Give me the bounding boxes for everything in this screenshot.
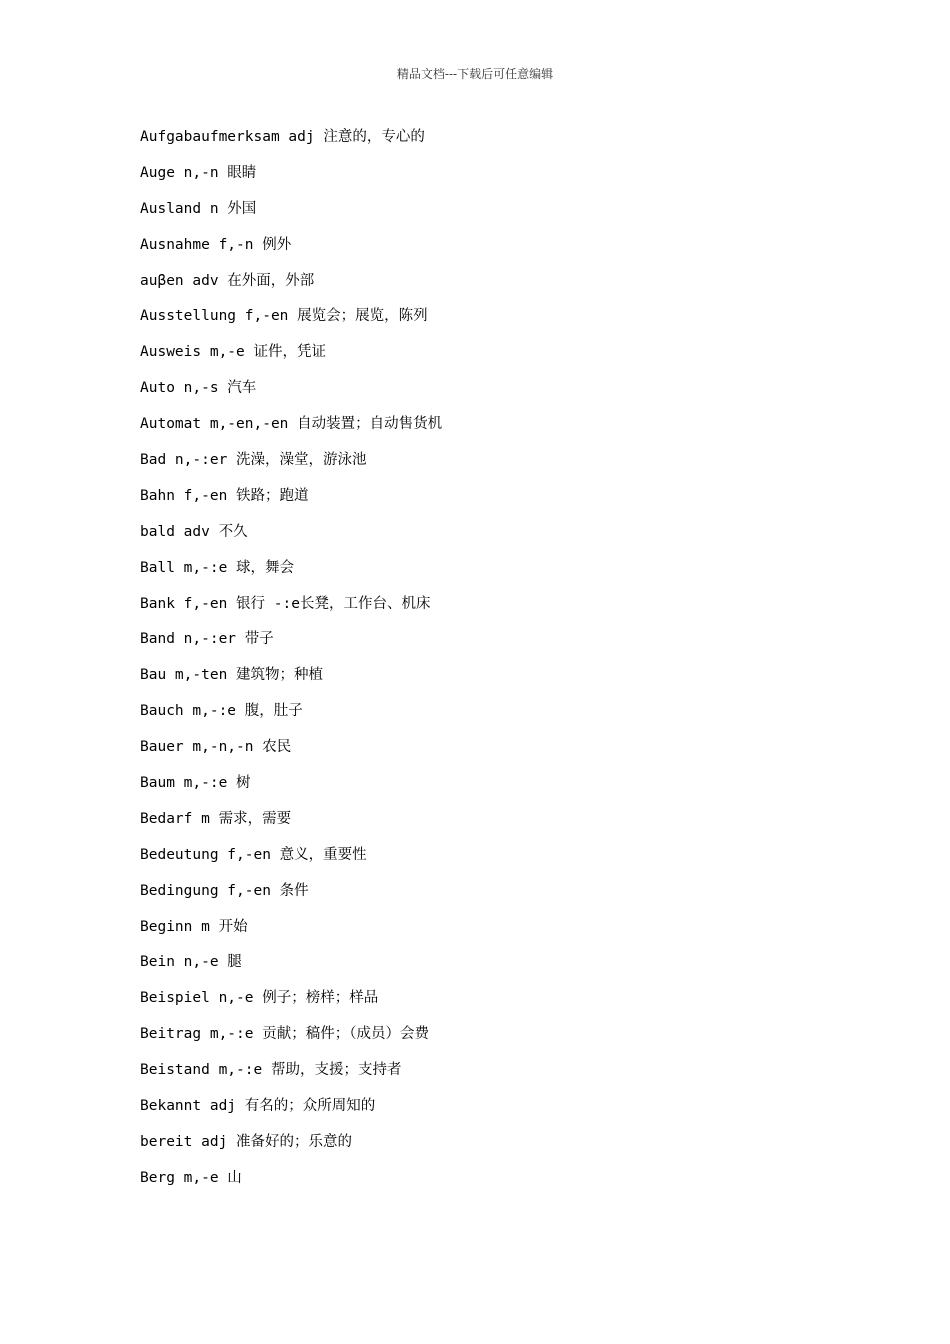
vocabulary-entry: auβen adv 在外面，外部 [140, 272, 315, 289]
vocabulary-entry: Bein n,-e 腿 [140, 954, 242, 971]
vocabulary-entry: Aufgabaufmerksam adj 注意的，专心的 [140, 129, 425, 145]
vocabulary-entry: Band n,-:er 带子 [140, 631, 274, 648]
vocabulary-entry: Bedeutung f,-en 意义，重要性 [140, 846, 367, 863]
vocabulary-entry: Ausland n 外国 [140, 200, 257, 217]
vocabulary-entry: Automat m,-en,-en 自动装置；自动售货机 [140, 416, 443, 433]
vocabulary-entry: Beispiel n,-e 例子；榜样；样品 [140, 990, 379, 1007]
vocabulary-list [140, 126, 900, 1203]
page-header: 精品文档---下载后可任意编辑 [396, 67, 554, 81]
vocabulary-entry: Auge n,-n 眼睛 [140, 164, 257, 181]
vocabulary-entry: Auto n,-s 汽车 [140, 380, 257, 397]
vocabulary-entry: Bekannt adj 有名的；众所周知的 [140, 1098, 376, 1115]
vocabulary-entry: Bauch m,-:e 腹，肚子 [140, 703, 303, 720]
vocabulary-entry: Bau m,-ten 建筑物；种植 [140, 667, 324, 684]
vocabulary-entry: Ausnahme f,-n 例外 [140, 236, 292, 253]
vocabulary-entry: Beginn m 开始 [140, 918, 248, 935]
vocabulary-entry: Beistand m,-:e 帮助，支援；支持者 [140, 1062, 402, 1079]
vocabulary-entry: Ausstellung f,-en 展览会；展览，陈列 [140, 308, 428, 325]
vocabulary-entry: Baum m,-:e 树 [140, 775, 251, 792]
vocabulary-entry: Bank f,-en 银行 -:e长凳，工作台、机床 [140, 595, 431, 612]
vocabulary-entry: Bedarf m 需求，需要 [140, 810, 292, 827]
vocabulary-entry: Ausweis m,-e 证件，凭证 [140, 344, 326, 361]
vocabulary-entry: Berg m,-e 山 [140, 1169, 242, 1186]
vocabulary-entry: Ball m,-:e 球，舞会 [140, 559, 295, 576]
vocabulary-entry: Bad n,-:er 洗澡，澡堂，游泳池 [140, 452, 367, 469]
vocabulary-entry: Bauer m,-n,-n 农民 [140, 739, 292, 756]
vocabulary-entry: Bedingung f,-en 条件 [140, 882, 309, 899]
vocabulary-entry: Beitrag m,-:e 贡献；稿件；（成员）会费 [140, 1026, 429, 1043]
vocabulary-entry: bald adv 不久 [140, 523, 248, 540]
vocabulary-entry: Bahn f,-en 铁路；跑道 [140, 487, 309, 504]
vocabulary-entry: bereit adj 准备好的；乐意的 [140, 1133, 353, 1150]
